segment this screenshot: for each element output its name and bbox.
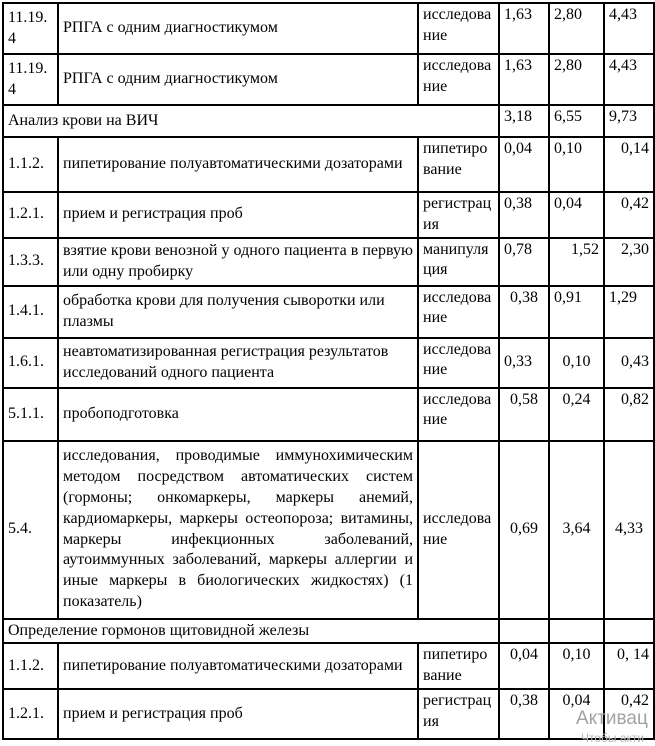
work-type-cell: исследование <box>418 286 499 338</box>
section-title-cell: Определение гормонов щитовидной железы <box>3 619 499 644</box>
table-row <box>3 192 654 238</box>
work-type-cell: регистрация <box>418 689 499 739</box>
value-cell: 0,24 <box>549 388 604 441</box>
table-row <box>3 441 654 619</box>
section-row <box>3 619 654 644</box>
code-cell: 1.1.2. <box>3 137 58 192</box>
work-type-cell: исследование <box>418 388 499 441</box>
table-row <box>3 338 654 388</box>
value-cell <box>499 619 549 644</box>
table-row <box>3 388 654 441</box>
value-cell: 0,42 <box>604 192 654 238</box>
description-cell: пипетирование полуавтоматическими дозаторами <box>58 137 418 192</box>
section-row <box>3 105 654 137</box>
value-cell: 0,10 <box>549 137 604 192</box>
value-cell: 0,82 <box>604 388 654 441</box>
value-cell: 2,80 <box>549 54 604 105</box>
work-type-cell: пипетирование <box>418 643 499 689</box>
code-cell: 1.4.1. <box>3 286 58 338</box>
code-cell: 5.1.1. <box>3 388 58 441</box>
value-cell: 0,38 <box>499 689 549 739</box>
value-cell: 0,43 <box>604 338 654 388</box>
description-cell: прием и регистрация проб <box>58 689 418 739</box>
code-cell: 1.2.1. <box>3 192 58 238</box>
value-cell: 6,55 <box>549 105 604 137</box>
value-cell: 0,38 <box>499 192 549 238</box>
value-cell: 0,04 <box>549 689 604 739</box>
value-cell: 4,43 <box>604 54 654 105</box>
table-row <box>3 54 654 105</box>
code-cell: 1.1.2. <box>3 643 58 689</box>
value-cell: 0,58 <box>499 388 549 441</box>
value-cell: 0,04 <box>549 192 604 238</box>
value-cell: 3,18 <box>499 105 549 137</box>
code-cell: 1.2.1. <box>3 689 58 739</box>
description-cell: неавтоматизированная регистрация результатов исследований одного пациента <box>58 338 418 388</box>
table-row <box>3 689 654 739</box>
value-cell: 4,43 <box>604 3 654 54</box>
rates-table-body <box>3 3 654 739</box>
windows-activation-watermark-line2: Чтобы акти <box>581 731 645 745</box>
work-type-cell: манипуляция <box>418 238 499 286</box>
value-cell: 0,04 <box>499 137 549 192</box>
table-row <box>3 137 654 192</box>
value-cell: 0,14 <box>604 137 654 192</box>
code-cell: 11.19.4 <box>3 3 58 54</box>
table-row <box>3 286 654 338</box>
value-cell: 4,33 <box>604 441 654 619</box>
value-cell: 3,64 <box>549 441 604 619</box>
table-row <box>3 643 654 689</box>
value-cell: 1,63 <box>499 3 549 54</box>
value-cell: 0,42 <box>604 689 654 739</box>
value-cell <box>549 619 604 644</box>
table-row <box>3 3 654 54</box>
value-cell: 0, 14 <box>604 643 654 689</box>
work-type-cell: исследование <box>418 3 499 54</box>
description-cell: пипетирование полуавтоматическими дозаторами <box>58 643 418 689</box>
description-cell: РПГА с одним диагностикумом <box>58 3 418 54</box>
work-type-cell: исследование <box>418 441 499 619</box>
value-cell: 0,10 <box>549 643 604 689</box>
value-cell: 0,78 <box>499 238 549 286</box>
work-type-cell: исследование <box>418 338 499 388</box>
value-cell: 0,10 <box>549 338 604 388</box>
value-cell: 9,73 <box>604 105 654 137</box>
work-type-cell: пипетирование <box>418 137 499 192</box>
value-cell: 0,38 <box>499 286 549 338</box>
value-cell: 0,04 <box>499 643 549 689</box>
value-cell: 1,29 <box>604 286 654 338</box>
value-cell: 2,30 <box>604 238 654 286</box>
description-cell: РПГА с одним диагностикумом <box>58 54 418 105</box>
code-cell: 5.4. <box>3 441 58 619</box>
value-cell: 1,52 <box>549 238 604 286</box>
value-cell: 0,69 <box>499 441 549 619</box>
rates-table <box>2 2 655 740</box>
value-cell: 2,80 <box>549 3 604 54</box>
code-cell: 11.19.4 <box>3 54 58 105</box>
work-type-cell: исследование <box>418 54 499 105</box>
description-cell: пробоподготовка <box>58 388 418 441</box>
description-cell: исследования, проводимые иммунохимическим методом посредством автоматических систем (гормоны; онкомаркеры, маркеры анемий, кардиомаркеры, маркеры остеопороза; витамины, маркеры инфекционных заболеваний, аутоиммунных заболеваний, маркеры аллергии и иные маркеры в биологических жидкостях) (1 показатель) <box>58 441 418 619</box>
value-cell <box>604 619 654 644</box>
description-cell: взятие крови венозной у одного пациента в первую или одну пробирку <box>58 238 418 286</box>
code-cell: 1.6.1. <box>3 338 58 388</box>
value-cell: 0,33 <box>499 338 549 388</box>
section-title-cell: Анализ крови на ВИЧ <box>3 105 499 137</box>
windows-activation-watermark-line1: Активац <box>576 708 648 729</box>
value-cell: 1,63 <box>499 54 549 105</box>
document-page <box>0 2 655 746</box>
table-row <box>3 238 654 286</box>
code-cell: 1.3.3. <box>3 238 58 286</box>
description-cell: прием и регистрация проб <box>58 192 418 238</box>
description-cell: обработка крови для получения сыворотки или плазмы <box>58 286 418 338</box>
work-type-cell: регистрация <box>418 192 499 238</box>
value-cell: 0,91 <box>549 286 604 338</box>
